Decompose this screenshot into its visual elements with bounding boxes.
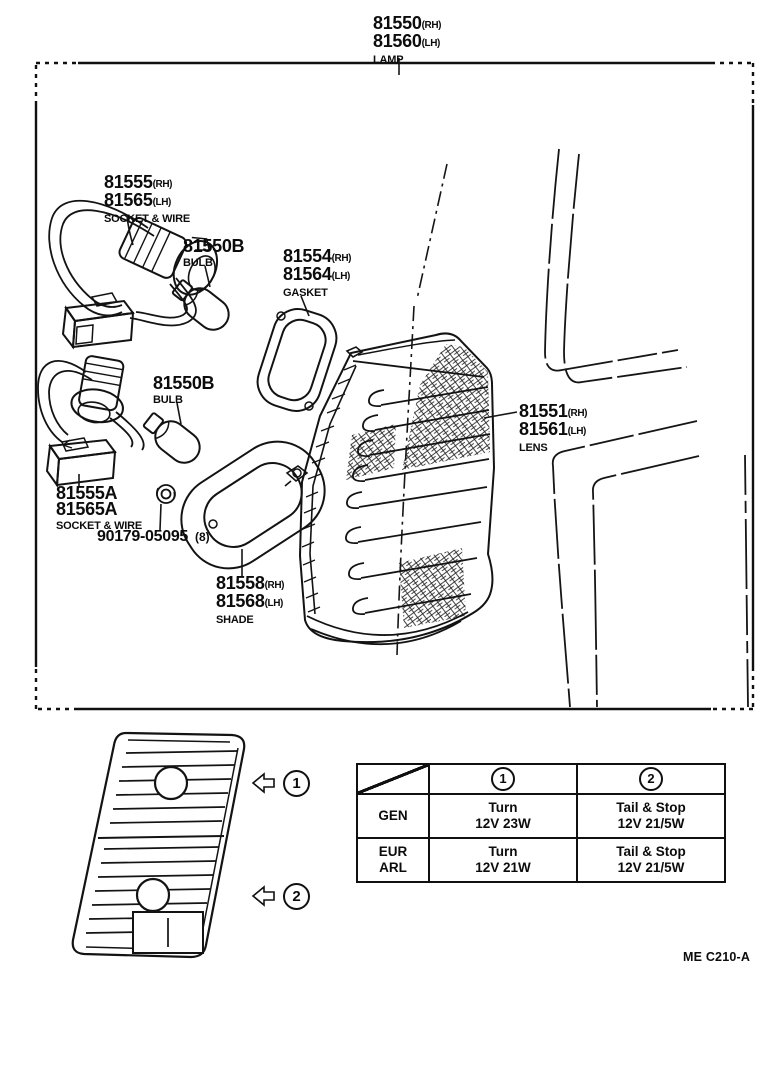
table-cell-eur-1: Turn 12V 21W — [429, 838, 577, 882]
nut-drawing — [157, 485, 175, 503]
label-socket-wire-1: 81555(RH) 81565(LH) SOCKET & WIRE — [104, 172, 191, 225]
table-header-2 — [577, 764, 725, 794]
arrow-left-icon — [253, 887, 274, 905]
circled-1: 1 — [491, 767, 515, 791]
callout-1: 1 — [283, 770, 310, 797]
callout-arrows — [253, 774, 274, 905]
label-nut: 90179-05095 (8) — [97, 528, 210, 545]
callout-2: 2 — [283, 883, 310, 910]
label-lamp: 81550(RH) 81560(LH) LAMP — [373, 13, 442, 66]
label-bulb-1: 81550B BULB — [183, 236, 245, 269]
shade-drawing — [165, 425, 342, 586]
panel-hole-2 — [137, 879, 169, 911]
table-corner-cell — [357, 764, 429, 794]
panel-hole-1 — [155, 767, 187, 799]
frame-border — [36, 63, 753, 709]
gasket-drawing — [251, 303, 343, 418]
table-region-eur-arl: EUR ARL — [357, 838, 429, 882]
lens-drawing — [285, 333, 494, 644]
label-socket-wire-2: 81555A 81565A SOCKET & WIRE — [56, 483, 143, 532]
circled-2: 2 — [639, 767, 663, 791]
table-cell-gen-2: Tail & Stop 12V 21/5W — [577, 794, 725, 838]
bulb-2-drawing — [139, 407, 206, 469]
back-panel-drawing — [73, 733, 245, 957]
leader-lines — [79, 58, 517, 576]
label-lens: 81551(RH) 81561(LH) LENS — [519, 401, 588, 454]
table-region-gen: GEN — [357, 794, 429, 838]
table-cell-eur-2: Tail & Stop 12V 21/5W — [577, 838, 725, 882]
socket-wire-2-drawing — [38, 354, 144, 485]
label-shade: 81558(RH) 81568(LH) SHADE — [216, 573, 285, 626]
label-bulb-2: 81550B BULB — [153, 373, 215, 406]
leader-nut — [160, 504, 161, 530]
catalog-code: ME C210-A — [683, 950, 751, 964]
bulb-spec-table — [356, 763, 726, 883]
label-gasket: 81554(RH) 81564(LH) GASKET — [283, 246, 352, 299]
table-header-1 — [429, 764, 577, 794]
arrow-left-icon — [253, 774, 274, 792]
bulb-1-drawing — [168, 274, 235, 336]
table-cell-gen-1: Turn 12V 23W — [429, 794, 577, 838]
